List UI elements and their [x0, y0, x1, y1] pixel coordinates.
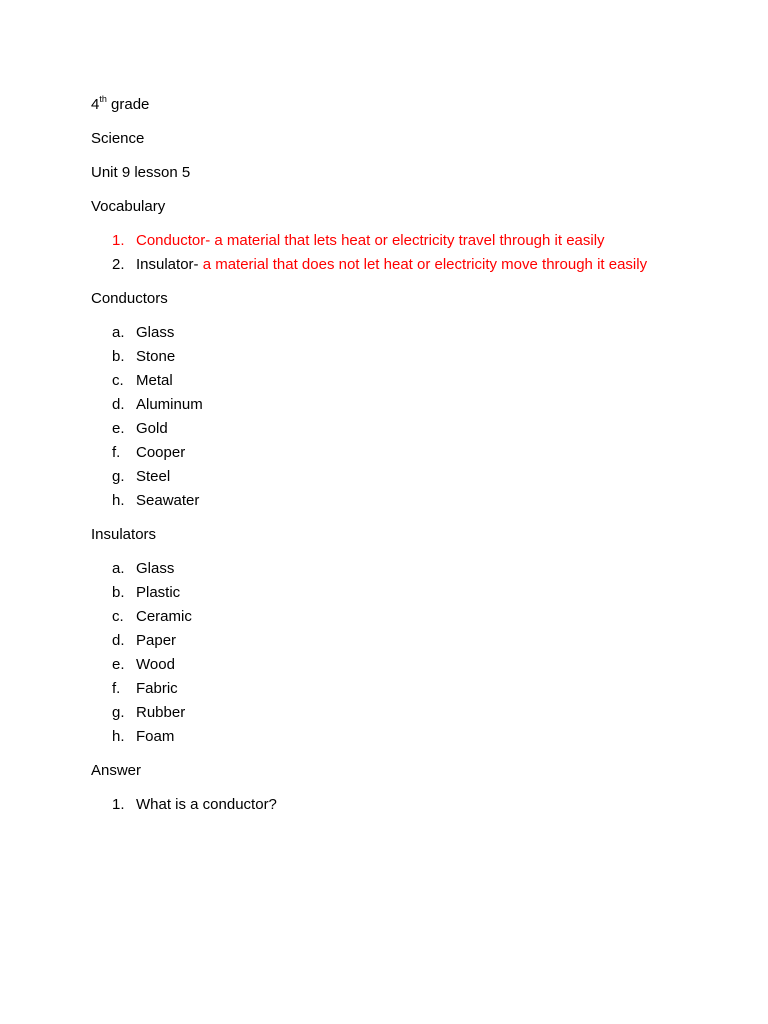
- list-letter: a.: [112, 324, 125, 341]
- list-item: [91, 443, 711, 463]
- list-item: [91, 655, 711, 675]
- list-text: Aluminum: [136, 396, 203, 413]
- list-letter: c.: [112, 608, 124, 625]
- list-number: 1.: [112, 796, 125, 813]
- list-letter: e.: [112, 656, 125, 673]
- list-number: 2.: [112, 256, 125, 273]
- list-item: [91, 467, 711, 487]
- list-letter: g.: [112, 468, 125, 485]
- list-text: Wood: [136, 656, 175, 673]
- grade-line: [91, 95, 711, 115]
- list-text: Cooper: [136, 444, 186, 461]
- unit-line: Unit 9 lesson 5: [91, 164, 191, 181]
- vocabulary-definition: a material that does not let heat or electricity move through it easily: [198, 256, 648, 273]
- list-item: [91, 703, 711, 723]
- list-letter: b.: [112, 348, 125, 365]
- vocabulary-heading: Vocabulary: [91, 198, 166, 215]
- vocabulary-list: [91, 231, 711, 275]
- list-text: Seawater: [136, 492, 200, 509]
- list-text: Foam: [136, 728, 175, 745]
- vocabulary-definition: a material that lets heat or electricity travel through it easily: [210, 232, 605, 249]
- list-letter: f.: [112, 444, 121, 461]
- list-text: Paper: [136, 632, 177, 649]
- list-item: [91, 559, 711, 579]
- vocabulary-item-insulator: [91, 255, 656, 275]
- answer-heading: Answer: [91, 762, 142, 779]
- list-text: Rubber: [136, 704, 186, 721]
- conductors-heading: Conductors: [91, 290, 168, 307]
- list-text: Fabric: [136, 680, 178, 697]
- grade-suffix: th: [99, 94, 107, 104]
- list-text: Metal: [136, 372, 173, 389]
- list-letter: h.: [112, 728, 125, 745]
- list-text: Steel: [136, 468, 171, 485]
- subject-line: Science: [91, 130, 145, 147]
- list-text: Ceramic: [136, 608, 192, 625]
- list-letter: h.: [112, 492, 125, 509]
- vocabulary-term: Conductor-: [136, 232, 211, 249]
- conductors-list: [91, 323, 711, 511]
- list-letter: g.: [112, 704, 125, 721]
- list-item: [91, 727, 711, 747]
- list-item: [91, 371, 711, 391]
- list-item: [91, 419, 711, 439]
- list-letter: d.: [112, 632, 125, 649]
- vocabulary-item-conductor: [91, 231, 656, 251]
- question-text: What is a conductor?: [136, 796, 277, 813]
- list-letter: f.: [112, 680, 121, 697]
- list-item: [91, 395, 711, 415]
- list-item: [91, 631, 711, 651]
- list-text: Plastic: [136, 584, 181, 601]
- list-text: Stone: [136, 348, 176, 365]
- list-item: [91, 679, 711, 699]
- list-letter: a.: [112, 560, 125, 577]
- list-item: [91, 323, 711, 343]
- question-list: [91, 795, 711, 815]
- document-page: [91, 95, 711, 819]
- list-letter: c.: [112, 372, 124, 389]
- vocabulary-term: Insulator-: [136, 256, 199, 273]
- insulators-list: [91, 559, 711, 747]
- question-item: [91, 795, 711, 815]
- list-item: [91, 607, 711, 627]
- list-text: Glass: [136, 324, 175, 341]
- list-letter: e.: [112, 420, 125, 437]
- list-letter: b.: [112, 584, 125, 601]
- list-item: [91, 583, 711, 603]
- list-text: Gold: [136, 420, 168, 437]
- insulators-heading: Insulators: [91, 526, 157, 543]
- list-number: 1.: [112, 232, 125, 249]
- list-text: Glass: [136, 560, 175, 577]
- list-item: [91, 347, 711, 367]
- grade-number: 4: [91, 96, 100, 113]
- grade-label: grade: [106, 96, 150, 113]
- list-item: [91, 491, 711, 511]
- list-letter: d.: [112, 396, 125, 413]
